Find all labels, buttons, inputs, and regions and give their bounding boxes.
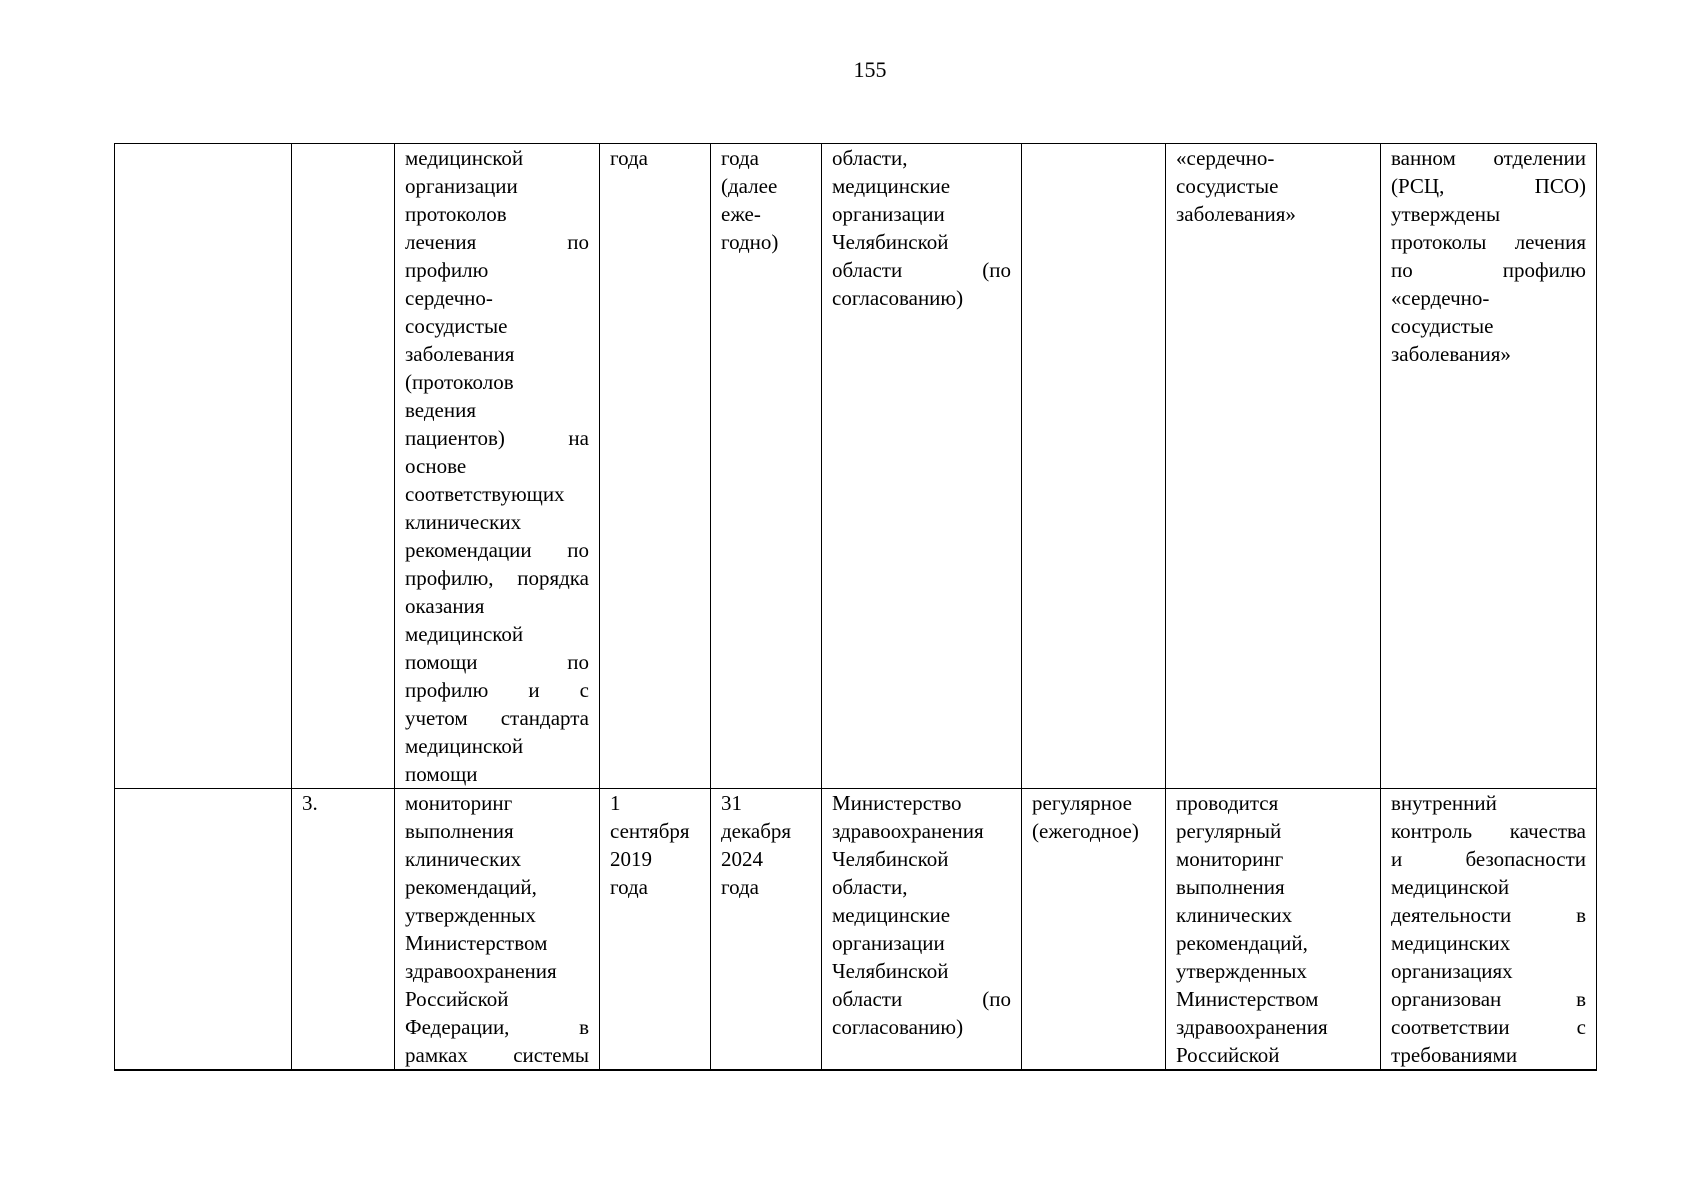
cell-text-line: (далее xyxy=(721,174,778,198)
cell-number: 3. xyxy=(292,789,395,1071)
cell-text-line: учетом стандарта xyxy=(405,706,589,730)
cell-text-line: выполнения xyxy=(405,819,514,843)
cell-text-line: помощи по xyxy=(405,650,589,674)
cell-text-line: области, xyxy=(832,146,908,170)
cell-text-line: медицинских xyxy=(1391,931,1511,955)
cell-start-date xyxy=(600,144,711,789)
cell-text-line: и безопасности xyxy=(1391,847,1586,871)
cell-text-line: Министерство xyxy=(832,791,962,815)
cell-text-line: основе xyxy=(405,454,467,478)
cell-text-line: здравоохранения xyxy=(1176,1015,1328,1039)
cell-text-line: утвержденных xyxy=(1176,959,1307,983)
cell-text-line: медицинские xyxy=(832,174,951,198)
cell-text-line: помощи xyxy=(405,762,478,786)
cell-text-line: области (по xyxy=(832,258,1011,282)
cell-section xyxy=(115,789,292,1071)
cell-text-line: Министерством xyxy=(405,931,548,955)
cell-text-line: соответствующих xyxy=(405,482,565,506)
cell-text-line: утвержденных xyxy=(405,903,536,927)
cell-text-line: заболевания» xyxy=(1391,342,1511,366)
cell-text-line: профилю xyxy=(405,258,489,282)
cell-text-line: лечения по xyxy=(405,230,589,254)
cell-frequency xyxy=(1022,789,1166,1071)
cell-text-line: деятельности в xyxy=(1391,903,1586,927)
cell-text-line: 1 xyxy=(610,791,621,815)
cell-text-line: сосудистые xyxy=(1176,174,1279,198)
cell-text-line: мониторинг xyxy=(1176,847,1284,871)
cell-text-line: протоколы лечения xyxy=(1391,230,1586,254)
cell-control xyxy=(1381,789,1597,1071)
cell-text-line: 2024 xyxy=(721,847,763,871)
table-row xyxy=(115,144,1597,789)
cell-text-line: профилю, порядка xyxy=(405,566,589,590)
cell-text-line: профилю и с xyxy=(405,678,589,702)
cell-text-line: Российской xyxy=(1176,1043,1280,1067)
page-number: 155 xyxy=(853,57,887,82)
cell-text-line: медицинские xyxy=(832,903,951,927)
measures-table xyxy=(114,143,1597,1071)
cell-text-line: организациях xyxy=(1391,959,1513,983)
cell-text-line: согласованию) xyxy=(832,286,964,310)
cell-text-line: 31 xyxy=(721,791,742,815)
cell-text-line: заболевания» xyxy=(1176,202,1296,226)
cell-text-line: рекомендации по xyxy=(405,538,589,562)
cell-text-line: сосудистые xyxy=(405,314,508,338)
cell-text-line: годно) xyxy=(721,230,779,254)
cell-text-line: сосудистые xyxy=(1391,314,1494,338)
cell-text-line: медицинской xyxy=(405,622,524,646)
cell-text-line: Челябинской xyxy=(832,230,949,254)
cell-text-line: Челябинской xyxy=(832,959,949,983)
cell-text-line: сердечно- xyxy=(405,286,493,310)
cell-text-line: заболевания xyxy=(405,342,515,366)
cell-text-line: контроль качества xyxy=(1391,819,1586,843)
cell-text-line: пациентов) на xyxy=(405,426,589,450)
cell-end-date xyxy=(711,789,822,1071)
cell-text-line: организации xyxy=(832,202,945,226)
cell-text-line: рамках системы xyxy=(405,1043,589,1067)
cell-responsible xyxy=(822,789,1022,1071)
cell-control xyxy=(1381,144,1597,789)
cell-expected-result xyxy=(1166,789,1381,1071)
cell-section xyxy=(115,144,292,789)
table-row xyxy=(115,789,1597,1071)
cell-number xyxy=(292,144,395,789)
cell-text-line: клинических xyxy=(405,847,522,871)
cell-text-line: (ежегодное) xyxy=(1032,819,1139,843)
cell-text-line: регулярное xyxy=(1032,791,1132,815)
cell-text-line: Министерством xyxy=(1176,987,1319,1011)
cell-text-line: организован в xyxy=(1391,987,1586,1011)
cell-text-line: года xyxy=(610,875,648,899)
cell-text-line: требованиями xyxy=(1391,1043,1518,1067)
cell-measure xyxy=(395,144,600,789)
cell-text-line: здравоохранения xyxy=(405,959,557,983)
cell-text-line: года xyxy=(721,146,759,170)
cell-text-line: еже- xyxy=(721,202,761,226)
cell-text-line: медицинской xyxy=(405,146,524,170)
cell-measure xyxy=(395,789,600,1071)
cell-text-line: Челябинской xyxy=(832,847,949,871)
cell-text-line: внутренний xyxy=(1391,791,1497,815)
cell-text-line: «сердечно- xyxy=(1176,146,1275,170)
cell-text-line: года xyxy=(610,146,648,170)
cell-text-line: 2019 xyxy=(610,847,652,871)
cell-start-date xyxy=(600,789,711,1071)
cell-text-line: декабря xyxy=(721,819,792,843)
table-body xyxy=(115,144,1597,1071)
cell-text-line: Российской xyxy=(405,987,509,1011)
cell-text-line: ванном отделении xyxy=(1391,146,1586,170)
cell-text-line: клинических xyxy=(1176,903,1293,927)
cell-text-line: оказания xyxy=(405,594,485,618)
cell-text-line: клинических xyxy=(405,510,522,534)
cell-responsible xyxy=(822,144,1022,789)
cell-text-line: Федерации, в xyxy=(405,1015,589,1039)
cell-text-line: согласованию) xyxy=(832,1015,964,1039)
cell-text-line: сентября xyxy=(610,819,690,843)
cell-text-line: соответствии с xyxy=(1391,1015,1586,1039)
cell-text-line: области, xyxy=(832,875,908,899)
cell-text-line: протоколов xyxy=(405,202,507,226)
cell-text-line: года xyxy=(721,875,759,899)
cell-text-line: по профилю xyxy=(1391,258,1586,282)
cell-text-line: «сердечно- xyxy=(1391,286,1490,310)
cell-text-line: рекомендаций, xyxy=(405,875,537,899)
cell-text-line: организации xyxy=(405,174,518,198)
cell-text-line: проводится xyxy=(1176,791,1279,815)
cell-text-line: (протоколов xyxy=(405,370,514,394)
cell-text-line: (РСЦ, ПСО) xyxy=(1391,174,1586,198)
cell-text-line: медицинской xyxy=(405,734,524,758)
cell-frequency xyxy=(1022,144,1166,789)
cell-text-line: организации xyxy=(832,931,945,955)
cell-text-line: ведения xyxy=(405,398,476,422)
cell-text-line: выполнения xyxy=(1176,875,1285,899)
cell-text-line: области (по xyxy=(832,987,1011,1011)
cell-expected-result xyxy=(1166,144,1381,789)
cell-text-line: здравоохранения xyxy=(832,819,984,843)
cell-text-line: утверждены xyxy=(1391,202,1501,226)
cell-text-line: рекомендаций, xyxy=(1176,931,1308,955)
cell-end-date xyxy=(711,144,822,789)
cell-text-line: регулярный xyxy=(1176,819,1282,843)
cell-text-line: мониторинг xyxy=(405,791,513,815)
cell-text-line: медицинской xyxy=(1391,875,1510,899)
